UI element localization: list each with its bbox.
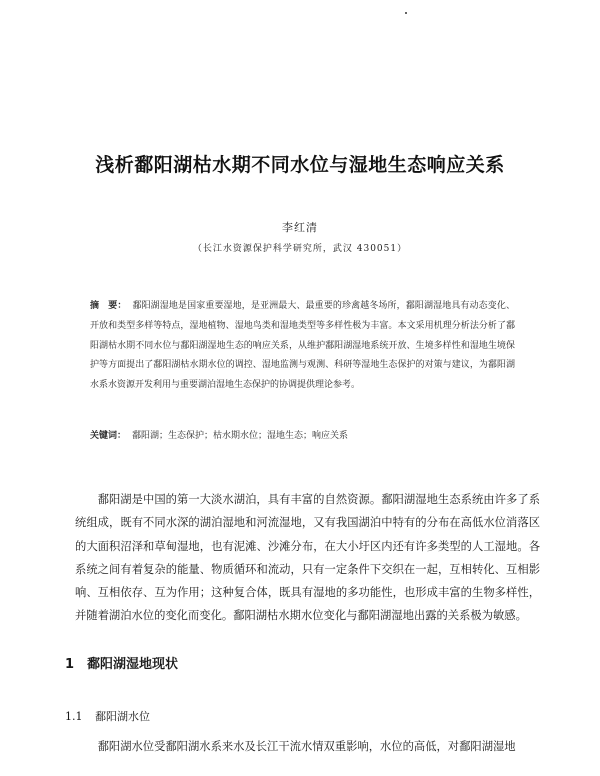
section-1-1-paragraph: 鄱阳湖水位受鄱阳湖水系来水及长江干流水情双重影响，水位的高低，对鄱阳湖湿地	[97, 740, 516, 753]
author-affiliation: （长江水资源保护科学研究所，武汉 430051）	[192, 244, 408, 254]
section-title: 鄱阳湖湿地现状	[87, 657, 179, 672]
keywords	[90, 428, 515, 441]
abstract-text: 鄱阳湖湿地是国家重要湿地，是亚洲最大、最重要的珍禽越冬场所，鄱阳湖湿地具有动态变化、开放和类型多样等特点，湿地植物、湿地鸟类和湿地类型等多样性极为丰富。本文采用机理分析法分析了鄱阳湖枯水期不同水位与鄱阳湖湿地生态的响应关系，从维护鄱阳湖湿地系统开放、生境多样性和湿地生境保护等方面提出了鄱阳湖枯水期水位的调控、湿地监测与观测、科研等湿地生态保护的对策与建议，为鄱阳湖水系水资源开发利用与重要湖泊湿地生态保护的协调提供理论参考。	[90, 301, 515, 391]
subsection-title: 鄱阳湖水位	[95, 710, 150, 723]
scan-speck	[405, 12, 407, 14]
paper-title: 浅析鄱阳湖枯水期不同水位与湿地生态响应关系	[95, 154, 505, 176]
subsection-number: 1.1	[65, 710, 83, 723]
section-number: 1	[65, 657, 75, 672]
keywords-label: 关键词：	[90, 431, 127, 441]
intro-paragraph: 鄱阳湖是中国的第一大淡水湖泊，具有丰富的自然资源。鄱阳湖湿地生态系统由许多了系统组成，既有不同水深的湖泊湿地和河流湿地，又有我国湖泊中特有的分布在高低水位消落区的大面积沼泽和草甸湿地，也有泥滩、沙滩分布，在大小圩区内还有许多类型的人工湿地。各系统之间有着复杂的能量、物质循环和流动，只有一定条件下交织在一起，互相转化、互相影响、互相依存、互为作用；这种复合体，既具有湿地的多功能性，也形成丰富的生物多样性，并随着湖泊水位的变化而变化。鄱阳湖枯水期水位变化与鄱阳湖湿地出露的关系极为敏感。	[75, 493, 540, 623]
keywords-text: 鄱阳湖；生态保护；枯水期水位；湿地生态；响应关系	[132, 431, 349, 441]
abstract-label: 摘 要：	[90, 301, 127, 311]
abstract	[90, 297, 515, 396]
section-1-1-heading	[65, 708, 150, 724]
author-name: 李红清	[282, 221, 318, 234]
section-1-heading	[65, 653, 178, 672]
